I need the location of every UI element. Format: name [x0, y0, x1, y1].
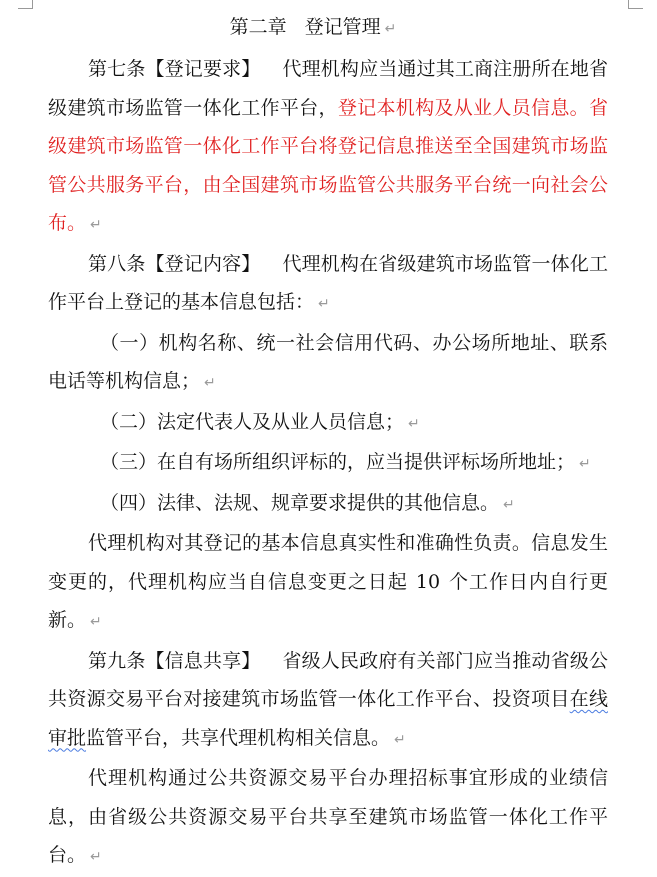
paragraph-mark: ↵	[384, 21, 397, 37]
paragraph-mark: ↵	[503, 496, 515, 513]
paragraph-mark: ↵	[90, 849, 102, 865]
responsibility-text: 代理机构对其登记的基本信息真实性和准确性负责。信息发生变更的，代理机构应当自信息变更之日起	[48, 532, 608, 593]
paragraph-mark: ↵	[318, 296, 330, 312]
document-body	[48, 12, 608, 877]
article-7	[48, 50, 608, 245]
article-8-item-3	[48, 443, 608, 484]
list-item-text: （一）机构名称、统一社会信用代码、办公场所地址、联系电话等机构信息；	[48, 331, 608, 392]
article-8-item-2	[48, 403, 608, 444]
spellcheck-underlined-text: 在线审批	[48, 688, 608, 749]
chapter-number: 第二章	[229, 16, 287, 38]
article-7-text: 代理机构应当通过其工商注册所在地省级建筑市场监管一体化工作平台，	[48, 58, 608, 119]
article-9-para-2	[48, 759, 608, 877]
chapter-title	[48, 12, 608, 44]
paragraph-mark: ↵	[394, 731, 406, 748]
list-item-text: （二）法定代表人及从业人员信息；	[100, 410, 405, 433]
article-8	[48, 245, 608, 324]
article-8-item-4	[48, 484, 608, 525]
article-8-text: 代理机构在省级建筑市场监管一体化工作平台上登记的基本信息包括：	[48, 252, 608, 313]
days-number: 10	[415, 570, 441, 593]
article-7-label: 第七条【登记要求】	[88, 58, 261, 80]
chapter-name: 登记管理	[304, 16, 381, 38]
article-8-item-1	[48, 324, 608, 403]
paragraph-mark: ↵	[204, 375, 216, 391]
page-corner-mark-right	[628, 0, 643, 9]
article-9	[48, 642, 608, 760]
page-corner-mark-left	[18, 0, 33, 9]
article-8-label: 第八条【登记内容】	[88, 252, 261, 275]
article-9-para-2-text: 代理机构通过公共资源交易平台办理招标事宜形成的业绩信息，由省级公共资源交易平台共享至建筑市场监管一体化工作平台。	[48, 767, 608, 866]
paragraph-mark: ↵	[90, 614, 102, 630]
article-9-text-end: 监管平台，共享代理机构相关信息。	[86, 726, 391, 749]
list-item-text: （四）法律、法规、规章要求提供的其他信息。	[100, 491, 500, 514]
paragraph-mark: ↵	[90, 217, 102, 233]
article-9-text: 省级人民政府有关部门应当推动省级公共资源交易平台对接建筑市场监管一体化工作平台、投资项目	[48, 649, 608, 710]
list-item-text: （三）在自有场所组织评标的，应当提供评标场所地址；	[100, 451, 576, 473]
paragraph-mark: ↵	[408, 415, 420, 432]
article-7-red-text: 登记本机构及从业人员信息。省级建筑市场监管一体化工作平台将登记信息推送至全国建筑市场监管公共服务平台，由全国建筑市场监管公共服务平台统一向社会公布。	[48, 96, 608, 234]
responsibility-text-end: 个工作日内自行更新。	[48, 570, 608, 631]
article-8-responsibility	[48, 524, 608, 642]
article-9-label: 第九条【信息共享】	[88, 649, 261, 672]
paragraph-mark: ↵	[579, 456, 591, 472]
